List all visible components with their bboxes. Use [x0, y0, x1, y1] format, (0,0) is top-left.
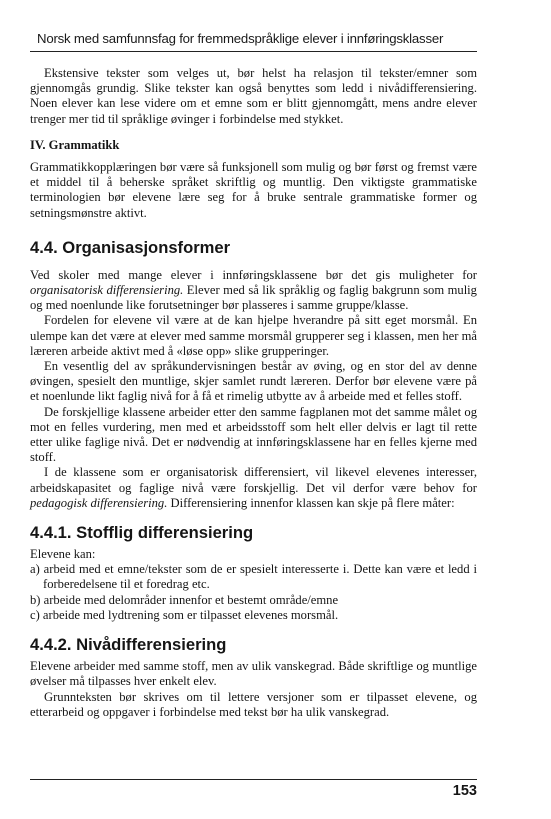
section-4-4-paragraph-2: Fordelen for elevene vil være at de kan hjelpe hverandre på sitt eget morsmål. En ulempe kan det være at elever med samme morsmål grupperer seg i klassen, men her må læreren arbeide aktivt med å «løse opp» slike grupperinger.: [30, 313, 477, 358]
list-item: a) arbeid med et emne/tekster som de er spesielt interesserte i. Dette kan være et ledd i forberedelsene til et foredrag etc.: [30, 562, 477, 592]
p1-text-after: Elever med så lik språklig og faglig bakgrunn som mulig og med noenlunde like forutsetninger bør plasseres i samme gruppe/klasse.: [30, 283, 477, 313]
section-iv-heading: IV. Grammatikk: [30, 137, 120, 152]
page-body: [30, 66, 477, 720]
list-item: b) arbeide med delområder innenfor et bestemt område/emne: [30, 592, 339, 607]
p5-text-before: I de klassene som er organisatorisk differensiert, vil likevel elevenes interesser, arbeidskapasitet og faglige nivå være forskjellig. Det vil derfor være behov for: [30, 465, 477, 495]
header-rule: [30, 51, 477, 52]
section-4-4-paragraph-5: [30, 465, 477, 511]
section-iv-paragraph: Grammatikkopplæringen bør være så funksjonell som mulig og bør først og fremst være et middel til å beherske språket skriftlig og muntlig. Den viktigste grammatiske terminologien bør elevene lære seg for å bruke sentrale grammatiske former og setningsmønstre aktivt.: [30, 160, 477, 220]
running-head: Norsk med samfunnsfag for fremmedspråklige elever i innføringsklasser: [37, 31, 444, 46]
footer-rule: [30, 779, 477, 780]
section-4-4-paragraph-1: [30, 268, 477, 314]
list-item: c) arbeide med lydtrening som er tilpasset elevenes morsmål.: [30, 607, 339, 622]
section-4-4-1-heading: 4.4.1. Stofflig differensiering: [30, 523, 254, 543]
p1-text-before: Ved skoler med mange elever i innføringsklassene bør det gis muligheter for: [30, 267, 477, 282]
section-4-4-paragraph-3: En vesentlig del av språkundervisningen består av øving, og en stor del av denne øvingen, spesielt den muntlige, skjer samlet rundt læreren. Derfor bør elevene være på et noenlunde likt faglig nivå for å få et rimelig utbytte av å arbeide med et felles stoff.: [30, 359, 477, 404]
page-number: 153: [452, 783, 477, 799]
section-4-4-paragraph-4: De forskjellige klassene arbeider etter den samme fagplanen mot det samme målet og mot en felles vurdering, men med et arbeidsstoff som helt eller delvis er lagt til rette etter ulike faglige nivå. Det er nødvendig at innføringsklassene har en felles kjerne med stoff.: [30, 404, 477, 465]
p1-italic-term: organisatorisk differensiering.: [30, 283, 184, 298]
intro-paragraph: Ekstensive tekster som velges ut, bør helst ha relasjon til tekster/emner som gjennomgås grundig. Slike tekster kan også benyttes som ledd i nivådifferensiering. Noen elever kan lese videre om et emne som er blitt gjennomgått, mens andre elever trenger mer tid til språklige øvinger i forbindelse med stykket.: [30, 66, 477, 126]
p5-text-after: Differensiering innenfor klassen kan skje på flere måter:: [167, 495, 455, 510]
p5-italic-term: pedagogisk differensiering.: [30, 495, 168, 510]
section-4-4-1-lead: Elevene kan:: [30, 547, 96, 562]
section-4-4-2-paragraph-2: Grunnteksten bør skrives om til lettere versjoner som er tilpasset elevene, og etterarbeid og oppgaver i forbindelse med tekst bør ha ulik vanskegrad.: [30, 689, 477, 719]
section-4-4-2-paragraph-1: Elevene arbeider med samme stoff, men av ulik vanskegrad. Både skriftlige og muntlige øvelser må tilpasses hver enkelt elev.: [30, 659, 477, 689]
section-4-4-2-heading: 4.4.2. Nivådifferensiering: [30, 635, 227, 655]
section-4-4-heading: 4.4. Organisasjonsformer: [30, 237, 231, 257]
